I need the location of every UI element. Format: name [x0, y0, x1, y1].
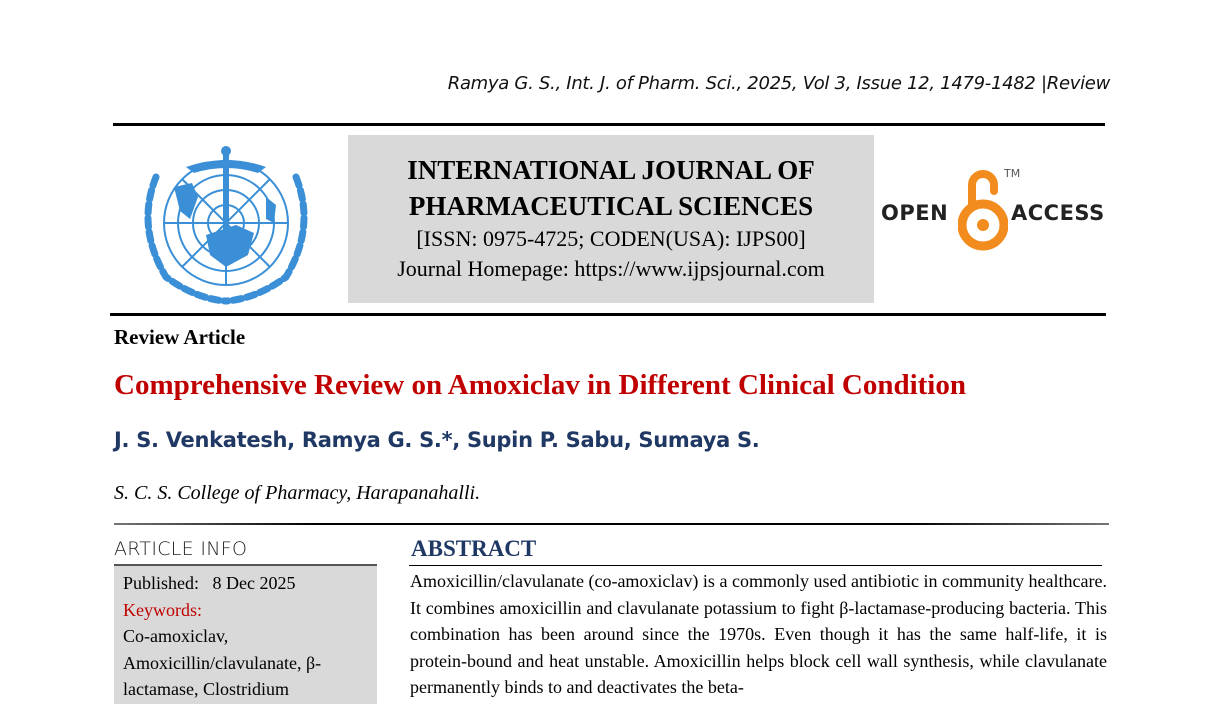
globe-caduceus-laurel-icon	[126, 137, 326, 305]
keyword-line: lactamase, Clostridium	[123, 679, 289, 699]
running-head: Ramya G. S., Int. J. of Pharm. Sci., 2025, Vol 3, Issue 12, 1479-1482 |Review	[447, 73, 1110, 94]
header-bottom-rule	[110, 313, 1106, 316]
section-divider	[114, 523, 1109, 525]
journal-name-line1: INTERNATIONAL JOURNAL OF	[407, 155, 815, 185]
open-word: OPEN	[881, 201, 949, 225]
header-top-rule	[113, 123, 1105, 126]
open-access-logo	[878, 163, 1110, 253]
trademark-label: TM	[1004, 167, 1021, 180]
journal-name-line2: PHARMACEUTICAL SCIENCES	[408, 191, 814, 221]
article-info-box	[114, 564, 377, 704]
issn-line: [ISSN: 0975-4725; CODEN(USA): IJPS00]	[416, 226, 806, 251]
article-title: Comprehensive Review on Amoxiclav in Different Clinical Condition	[114, 369, 966, 401]
published-date: 8 Dec 2025	[212, 573, 296, 593]
published-label: Published:	[123, 573, 200, 593]
keyword-line: Amoxicillin/clavulanate, β-	[123, 652, 322, 673]
homepage-line: Journal Homepage: https://www.ijpsjournal.com	[397, 256, 825, 281]
keyword-line: Co-amoxiclav,	[123, 626, 229, 646]
access-word: ACCESS	[1011, 201, 1105, 225]
journal-logo	[126, 137, 326, 305]
open-lock-icon	[958, 165, 1008, 253]
article-affiliation: S. C. S. College of Pharmacy, Harapanahalli.	[114, 482, 481, 504]
abstract-heading: ABSTRACT	[411, 536, 537, 561]
abstract-rule	[409, 565, 1102, 566]
article-type-label: Review Article	[114, 325, 246, 349]
article-info-heading: ARTICLE INFO	[114, 538, 248, 560]
keywords-label: Keywords:	[123, 599, 202, 620]
article-authors: J. S. Venkatesh, Ramya G. S.*, Supin P. Sabu, Sumaya S.	[114, 428, 760, 452]
journal-masthead	[348, 135, 874, 303]
published-row	[123, 570, 377, 597]
abstract-text: Amoxicillin/clavulanate (co-amoxiclav) is a commonly used antibiotic in community healthcare. It combines amoxicillin and clavulanate potassium to fight β-lactamase-producing bacteria. This combination has been around since the 1970s. Even though it has the same half-life, it is protein-bound and heat unstable. Amoxicillin helps block cell wall synthesis, while clavulanate permanently binds to and deactivates the beta-	[410, 571, 1107, 697]
